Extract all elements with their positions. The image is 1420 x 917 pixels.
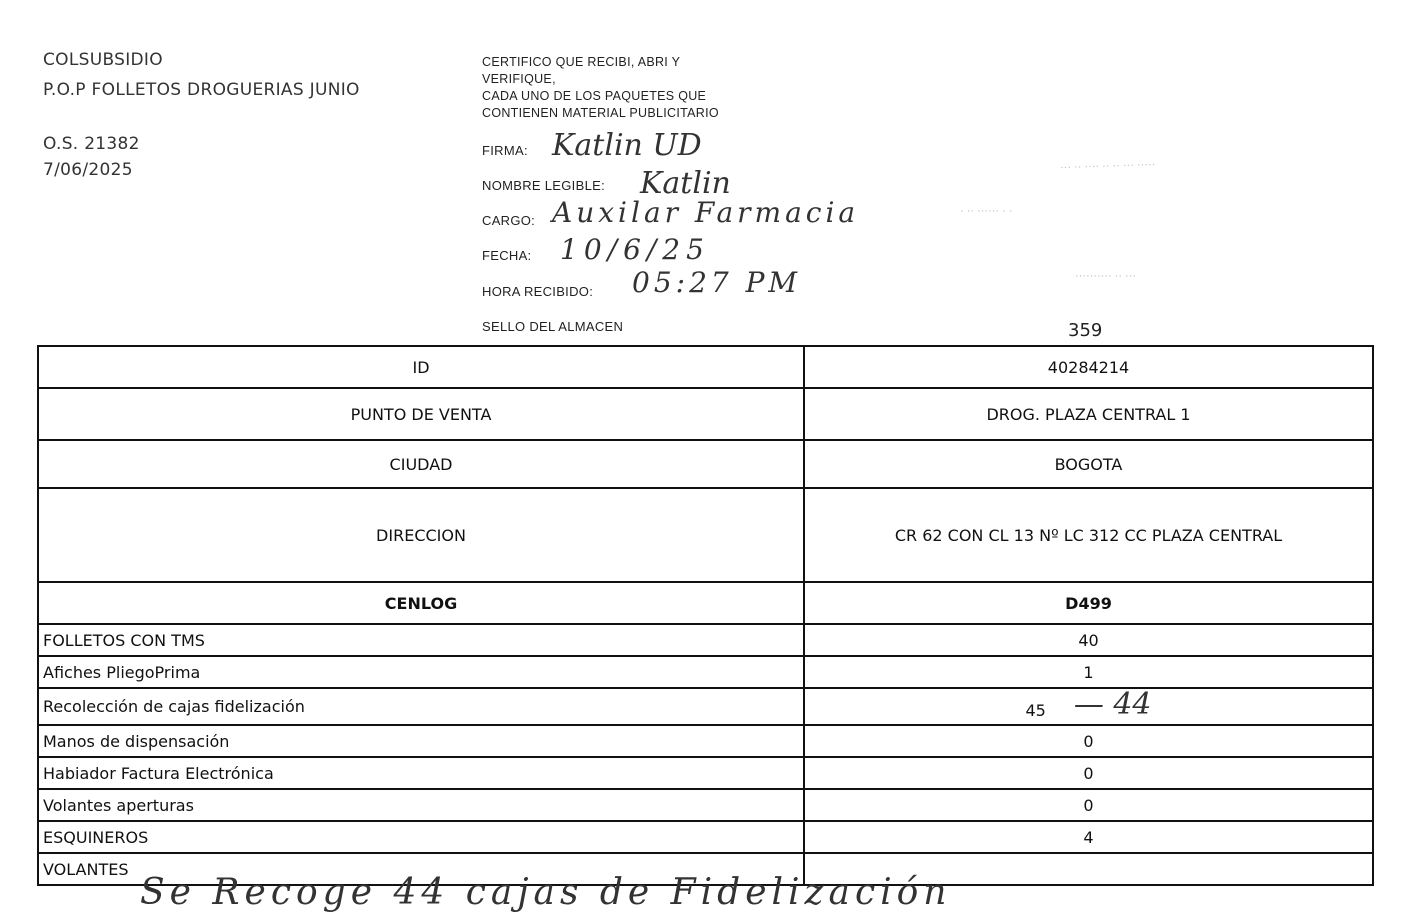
delivery-table: [37, 345, 1374, 886]
table-row: [38, 488, 1373, 582]
row-label: Volantes aperturas: [38, 789, 804, 821]
sello-label: SELLO DEL ALMACEN: [482, 319, 624, 334]
row-label: ESQUINEROS: [38, 821, 804, 853]
row-value-text: 0: [1083, 795, 1094, 815]
table-row: [38, 346, 1373, 388]
certificate-statement: [482, 54, 719, 122]
row-value-text: BOGOTA: [1054, 454, 1123, 474]
row-label: Manos de dispensación: [38, 725, 804, 757]
table-row: [38, 789, 1373, 821]
hora-label: HORA RECIBIDO:: [482, 284, 594, 299]
scan-artifact: ··· ·· ···· ·· ·· ··· ·····: [1059, 158, 1156, 174]
table-row: [38, 821, 1373, 853]
row-label: PUNTO DE VENTA: [38, 388, 804, 440]
firma-signature: Katlin UD: [552, 128, 702, 163]
cargo-value: Auxilar Farmacia: [552, 196, 860, 229]
table-row: [38, 688, 1373, 725]
row-value: [804, 789, 1373, 821]
cargo-label: CARGO:: [482, 213, 536, 228]
row-label: ID: [38, 346, 804, 388]
row-value-text: 0: [1083, 731, 1094, 751]
row-value-text: CR 62 CON CL 13 Nº LC 312 CC PLAZA CENTRAL: [894, 525, 1283, 545]
row-value-text: 1: [1083, 662, 1094, 682]
document-number: 359: [1068, 320, 1103, 341]
table-row: [38, 440, 1373, 488]
table-row: [38, 656, 1373, 688]
fecha-label: FECHA:: [482, 248, 532, 263]
row-label: DIRECCION: [38, 488, 804, 582]
table-row: [38, 582, 1373, 624]
header-date: 7/06/2025: [43, 160, 133, 180]
row-value-text: 45: [1025, 701, 1046, 720]
row-label: Habiador Factura Electrónica: [38, 757, 804, 789]
row-value: [804, 488, 1373, 582]
row-value: [804, 757, 1373, 789]
handwritten-correction: — 44: [1073, 687, 1152, 722]
row-value-text: 40284214: [1047, 357, 1130, 377]
cert-line-3: CADA UNO DE LOS PAQUETES QUE: [482, 89, 707, 103]
nombre-value: Katlin: [640, 166, 731, 201]
scan-artifact: · ·· ······ · ·: [960, 205, 1013, 217]
row-value-text: D499: [1065, 593, 1112, 613]
row-value: [804, 821, 1373, 853]
table-row: [38, 757, 1373, 789]
row-value-text: 4: [1083, 827, 1094, 847]
header-left: [43, 50, 360, 180]
cert-line-2: VERIFIQUE,: [482, 72, 556, 86]
table-row: [38, 388, 1373, 440]
row-value-text: 0: [1083, 763, 1094, 783]
company-name: COLSUBSIDIO: [43, 50, 163, 70]
row-value: [804, 688, 1373, 725]
row-value: [804, 440, 1373, 488]
row-value: [804, 346, 1373, 388]
row-label: CIUDAD: [38, 440, 804, 488]
row-label: Afiches PliegoPrima: [38, 656, 804, 688]
row-label: CENLOG: [38, 582, 804, 624]
firma-label: FIRMA:: [482, 143, 528, 158]
hora-value: 05:27 PM: [632, 266, 802, 299]
row-value-text: 40: [1078, 630, 1099, 650]
project-title: P.O.P FOLLETOS DROGUERIAS JUNIO: [43, 80, 360, 100]
row-label: Recolección de cajas fidelización: [38, 688, 804, 725]
row-label: VOLANTES: [38, 853, 804, 885]
row-value-text: DROG. PLAZA CENTRAL 1: [986, 404, 1191, 424]
row-value: [804, 582, 1373, 624]
fecha-value: 10/6/25: [560, 233, 710, 266]
cert-line-1: CERTIFICO QUE RECIBI, ABRI Y: [482, 55, 681, 69]
row-value: [804, 624, 1373, 656]
cert-line-4: CONTIENEN MATERIAL PUBLICITARIO: [482, 106, 719, 120]
table-row: [38, 725, 1373, 757]
row-value: [804, 725, 1373, 757]
scan-artifact: ·········· ·· ···: [1075, 270, 1137, 282]
row-value: [804, 656, 1373, 688]
table-row: [38, 624, 1373, 656]
row-label: FOLLETOS CON TMS: [38, 624, 804, 656]
order-number: O.S. 21382: [43, 134, 140, 154]
nombre-label: NOMBRE LEGIBLE:: [482, 178, 605, 193]
row-value: [804, 388, 1373, 440]
handwritten-footer-note: Se Recoge 44 cajas de Fidelización: [140, 872, 952, 913]
